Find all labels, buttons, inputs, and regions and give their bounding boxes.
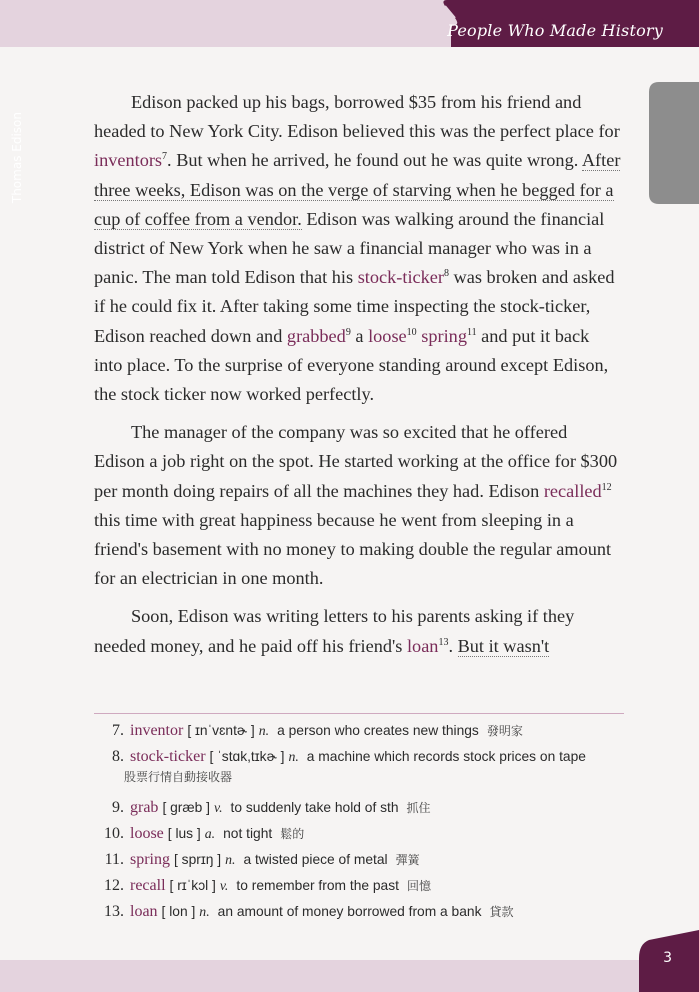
glossary-item [94, 722, 634, 740]
text-run: Soon, Edison was writing letters to his parents asking if they needed money, and he paid off his friend's [94, 606, 575, 656]
glossary-translation: 貸款 [489, 905, 514, 919]
glossary-number: 13. [104, 903, 124, 920]
footnote-8: 8 [443, 268, 449, 280]
glossary-pronunciation: [ græb ] [162, 800, 210, 815]
text-run: Edison packed up his bags, borrowed $35 from his friend and headed to New York City. Edison believed this was the perfect place for [94, 92, 620, 142]
glossary-item [94, 903, 634, 921]
text-run: The manager of the company was so excited that he offered Edison a job right on the spot. He started working at the office for $300 per month doing repairs of all the machines they had. Edison [94, 422, 618, 501]
glossary-definition: an amount of money borrowed from a bank [217, 904, 482, 919]
footnote-11: 11 [466, 326, 477, 338]
paragraph-2 [94, 418, 622, 593]
glossary-number: 12. [104, 877, 124, 894]
footnote-12: 12 [601, 481, 612, 493]
glossary-part-of-speech: n. [288, 749, 299, 764]
side-tab-label: Thomas Edison [10, 112, 24, 204]
vocab-stock-ticker: stock-ticker [357, 267, 444, 288]
glossary-pronunciation: [ sprɪŋ ] [174, 852, 222, 867]
glossary-item [94, 825, 634, 843]
glossary-definition: not tight [223, 826, 273, 841]
glossary-definition: a machine which records stock prices on tape [306, 749, 586, 764]
glossary-part-of-speech: n. [258, 723, 270, 738]
glossary-item [94, 799, 634, 817]
glossary-pronunciation: [ lon ] [161, 904, 196, 919]
text-run: and put it back into place. To the surprise of everyone standing around except Edison, the stock ticker now worked perfectly. [94, 325, 609, 405]
side-tab [649, 82, 699, 204]
glossary-definition: to suddenly take hold of sth [230, 800, 399, 815]
glossary-number: 10. [104, 825, 124, 842]
text-run: . But when he arrived, he found out he was quite wrong. [167, 150, 582, 171]
footnote-10: 10 [406, 326, 417, 338]
text-run: this time with great happiness because he went from sleeping in a friend's basement with no money to making double the regular amount for an electrician in one month. [94, 509, 612, 589]
glossary-translation: 鬆的 [280, 827, 305, 841]
glossary-part-of-speech: v. [213, 800, 223, 815]
glossary-word: spring [130, 851, 170, 868]
glossary-part-of-speech: n. [225, 852, 236, 867]
footnote-9: 9 [345, 326, 351, 338]
glossary-number: 9. [112, 799, 124, 816]
glossary-item [94, 851, 634, 869]
glossary-translation: 股票行情自動接收器 [124, 770, 233, 784]
text-run: . [448, 635, 458, 656]
glossary [94, 722, 634, 929]
glossary-definition: a person who creates new things [277, 723, 479, 738]
page-number: 3 [663, 950, 672, 966]
glossary-word: loan [130, 903, 158, 920]
vocab-loan: loan [406, 635, 439, 656]
footnote-13: 13 [438, 636, 449, 648]
vocab-recalled: recalled [543, 480, 602, 501]
header-title: People Who Made History [447, 21, 663, 40]
glossary-translation: 發明家 [486, 724, 523, 738]
glossary-pronunciation: [ rɪˈkɔl ] [169, 878, 216, 893]
paragraph-3 [94, 602, 622, 660]
glossary-pronunciation: [ ɪnˈvɛntɚ ] [187, 723, 255, 738]
text-run: was broken and asked if he could fix it. After taking some time inspecting the stock-ticker, Edison reached down and [94, 267, 615, 346]
glossary-item [94, 748, 634, 785]
glossary-part-of-speech: v. [219, 878, 229, 893]
glossary-definition: a twisted piece of metal [243, 852, 388, 867]
underlined-sentence: After three weeks, Edison was on the verge of starving when he begged for a cup of coffee from a vendor. [94, 150, 621, 229]
glossary-number: 7. [112, 722, 124, 739]
glossary-number: 8. [112, 748, 124, 765]
bottom-band [0, 960, 699, 992]
glossary-translation: 回憶 [406, 879, 431, 893]
glossary-word: stock-ticker [130, 748, 206, 765]
glossary-word: loose [130, 825, 164, 842]
glossary-number: 11. [104, 851, 124, 868]
glossary-pronunciation: [ lus ] [167, 826, 201, 841]
text-run: a [350, 325, 369, 346]
glossary-item [94, 877, 634, 895]
vocab-inventors: inventors [94, 150, 163, 171]
glossary-word: inventor [130, 722, 184, 739]
glossary-part-of-speech: n. [199, 904, 210, 919]
vocab-loose: loose [368, 325, 407, 346]
glossary-word: recall [130, 877, 166, 894]
vocab-spring: spring [421, 325, 467, 346]
text-run: Edison was walking around the financial district of New York when he saw a financial manager who was in a panic. The man told Edison that his [94, 208, 605, 288]
glossary-word: grab [130, 799, 159, 816]
body-text [94, 88, 622, 670]
glossary-divider [94, 713, 624, 714]
glossary-pronunciation: [ ˈstɑk,tɪkɚ ] [209, 749, 285, 764]
glossary-definition: to remember from the past [236, 878, 399, 893]
glossary-translation: 彈簧 [395, 853, 420, 867]
footnote-7: 7 [162, 151, 168, 163]
underlined-sentence: But it wasn't [457, 635, 550, 656]
glossary-part-of-speech: a. [204, 826, 216, 841]
paragraph-1 [94, 88, 622, 409]
glossary-translation: 抓住 [406, 801, 431, 815]
vocab-grabbed: grabbed [286, 325, 346, 346]
